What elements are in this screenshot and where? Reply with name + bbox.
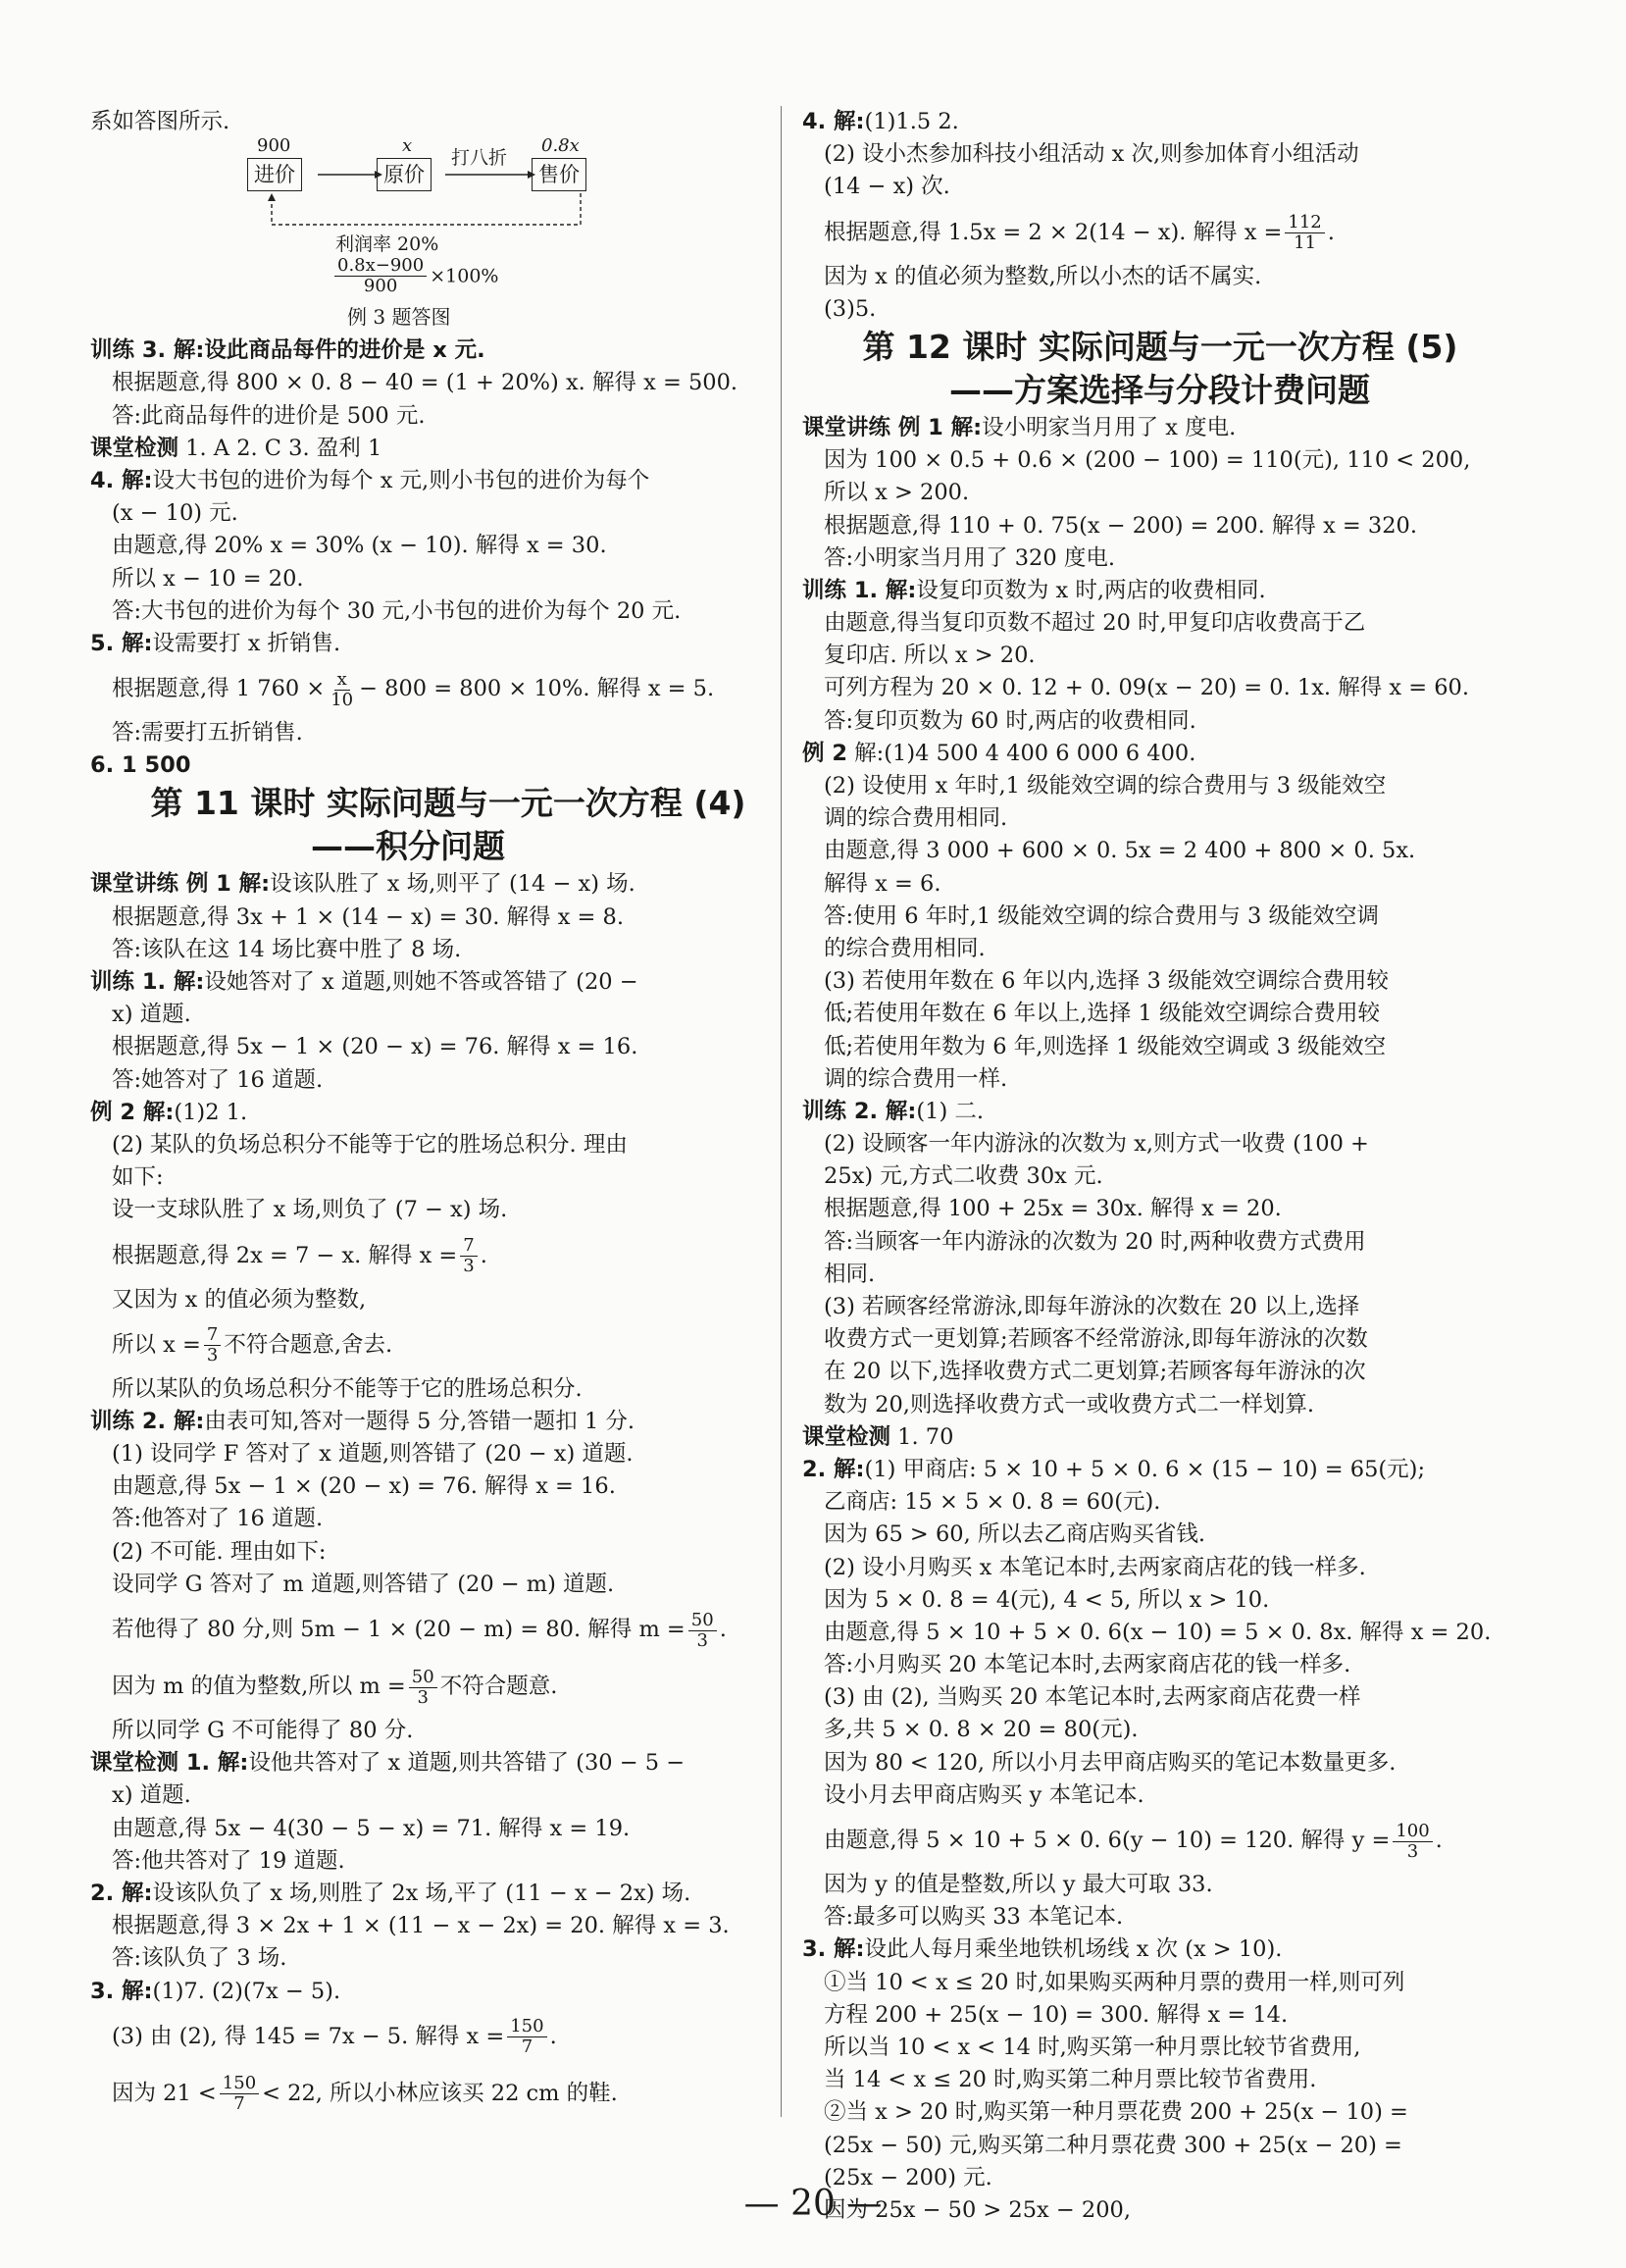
question-label: 4. 解: (802, 109, 865, 134)
text-line: 答:该队负了 3 场. (112, 1945, 287, 1972)
sale-value: 0.8x (541, 135, 580, 157)
section-label: 课堂检测 (90, 435, 179, 461)
text-line: 根据题意,得 5x − 1 × (20 − x) = 76. 解得 x = 16. (112, 1034, 638, 1060)
question-label: 2. 解: (90, 1880, 153, 1906)
text-line: 由题意,得当复印页数不超过 20 时,甲复印店收费高于乙 (824, 610, 1366, 637)
text-line: (2) 不可能. 理由如下: (112, 1538, 327, 1565)
text-line: 多,共 5 × 0. 8 × 20 = 80(元). (824, 1717, 1139, 1743)
text-line: 答:复印页数为 60 时,两店的收费相同. (824, 707, 1196, 734)
answer-text: (1) 二. (916, 1098, 985, 1124)
formula-denominator: 900 (363, 276, 398, 297)
original-value: x (402, 135, 413, 157)
fraction-numerator: 50 (688, 1611, 717, 1631)
text-line: 由题意,得 5 × 10 + 5 × 0. 6(x − 10) = 5 × 0. 8x. 解得 x = 20. (824, 1619, 1492, 1645)
question-label: 4. 解: (90, 467, 153, 493)
text-line: 方程 200 + 25(x − 10) = 300. 解得 x = 14. (824, 2001, 1289, 2028)
text-line: ①当 10 < x ≤ 20 时,如果购买两种月票的费用一样,则可列 (824, 1969, 1405, 1995)
answer-text: 设大书包的进价为每个 x 元,则小书包的进价为每个 (152, 467, 650, 493)
fraction-numerator: 7 (204, 1325, 221, 1346)
text-line: 答:她答对了 16 道题. (112, 1066, 324, 1093)
text-line: 答:大书包的进价为每个 30 元,小书包的进价为每个 20 元. (112, 597, 682, 624)
text-line: 答:使用 6 年时,1 级能效空调的综合费用与 3 级能效空调 (824, 902, 1379, 929)
discount-label: 打八折 (451, 147, 508, 170)
text-line: 根据题意,得 3 × 2x + 1 × (11 − x − 2x) = 20. 解得 x = 3. (112, 1913, 730, 1939)
text-line: (2) 设小杰参加科技小组活动 x 次,则参加体育小组活动 (824, 141, 1359, 168)
text-line: (3) 由 (2), 当购买 20 本笔记本时,去两家商店花费一样 (824, 1684, 1361, 1711)
text-line: (14 − x) 次. (824, 174, 950, 200)
fraction-denominator: 7 (521, 2036, 534, 2058)
left-column (90, 106, 806, 2122)
text-line: 所以 x − 10 = 20. (112, 565, 304, 592)
text-line: 又因为 x 的值必须为整数, (112, 1286, 367, 1313)
text-part: 因为 21 < (112, 2080, 217, 2106)
text-line: (2) 设小月购买 x 本笔记本时,去两家商店花的钱一样多. (824, 1554, 1366, 1580)
text-part: . (1327, 219, 1335, 245)
text-line: 当 14 < x ≤ 20 时,购买第二种月票比较节省费用. (824, 2067, 1317, 2093)
text-line-fraction (90, 660, 806, 717)
text-part: 根据题意,得 2x = 7 − x. 解得 x = (112, 1242, 458, 1268)
text-line: 根据题意,得 100 + 25x = 30x. 解得 x = 20. (824, 1196, 1282, 1222)
answer-text: 设此人每月乘坐地铁机场线 x 次 (x > 10). (864, 1936, 1283, 1963)
text-line: 根据题意,得 110 + 0. 75(x − 200) = 200. 解得 x = 320. (824, 512, 1418, 539)
text-line: 复印店. 所以 x > 20. (824, 643, 1036, 669)
section-label: 课堂讲练 例 1 解: (90, 871, 271, 898)
text-line: 答:该队在这 14 场比赛中胜了 8 场. (112, 936, 462, 962)
fraction-denominator: 3 (463, 1256, 475, 1276)
text-line: 因为 80 < 120, 所以小月去甲商店购买的笔记本数量更多. (824, 1749, 1397, 1776)
answer-text: 设复印页数为 x 时,两店的收费相同. (916, 577, 1266, 603)
text-line: x) 道题. (112, 1782, 191, 1809)
question-label: 3. 解: (802, 1936, 865, 1963)
text-line: (3)5. (824, 295, 877, 322)
text-line: 所以当 10 < x < 14 时,购买第一种月票比较节省费用, (824, 2034, 1361, 2060)
text-line: x) 道题. (112, 1002, 191, 1028)
formula-tail: ×100% (430, 265, 499, 287)
text-line: 乙商店: 15 × 5 × 0. 8 = 60(元). (824, 1489, 1161, 1516)
text-line: 答:小明家当月用了 320 度电. (824, 544, 1115, 571)
text-part: 所以 x = (112, 1331, 201, 1358)
answer-text: 设需要打 x 折销售. (152, 630, 341, 656)
question-label: 3. 解: (90, 1978, 153, 2004)
text-line: 设一支球队胜了 x 场,则负了 (7 − x) 场. (112, 1197, 508, 1223)
answer-text: 1. 70 (890, 1423, 954, 1450)
text-part: . (1435, 1828, 1443, 1853)
fraction-numerator: 100 (1393, 1822, 1432, 1842)
text-part: − 800 = 800 × 10%. 解得 x = 5. (359, 676, 715, 702)
text-line-fraction (90, 2065, 806, 2122)
text-line: 因为 5 × 0. 8 = 4(元), 4 < 5, 所以 x > 10. (824, 1586, 1270, 1613)
text-line: 因为 65 > 60, 所以去乙商店购买省钱. (824, 1521, 1206, 1548)
text-line: 答:需要打五折销售. (112, 720, 303, 747)
question-label: 5. 解: (90, 630, 153, 656)
answer-text: 设该队胜了 x 场,则平了 (14 − x) 场. (270, 871, 635, 898)
text-line-fraction (90, 1601, 806, 1658)
text-part: 若他得了 80 分,则 5m − 1 × (20 − m) = 80. 解得 m = (112, 1617, 686, 1642)
text-part: 不符合题意. (439, 1674, 558, 1699)
text-line-fraction (90, 1227, 806, 1284)
answer-text: 1. A 2. C 3. 盈利 1 (178, 435, 382, 461)
fraction-denominator: 11 (1294, 232, 1317, 254)
fraction-denominator: 3 (1406, 1840, 1419, 1862)
margin-formula (331, 256, 498, 296)
text-line: 相同. (824, 1261, 876, 1287)
text-line: 由题意,得 20% x = 30% (x − 10). 解得 x = 30. (112, 533, 607, 559)
text-line: (25x − 50) 元,购买第二种月票花费 300 + 25(x − 20) = (824, 2132, 1402, 2158)
text-line: 根据题意,得 3x + 1 × (14 − x) = 30. 解得 x = 8. (112, 903, 625, 930)
answer-text: 6. 1 500 (90, 752, 191, 779)
answer-text: 设他共答对了 x 道题,则共答错了 (30 − 5 − (248, 1750, 686, 1777)
fraction-denominator: 3 (417, 1686, 429, 1708)
answer-text: 解:(1)4 500 4 400 6 000 6 400. (847, 740, 1196, 766)
section-label: 课堂检测 (802, 1423, 891, 1450)
answer-text: 设小明家当月用了 x 度电. (982, 414, 1237, 440)
fraction-numerator: 50 (409, 1668, 437, 1688)
cost-value: 900 (257, 135, 291, 157)
text-line: 根据题意,得 800 × 0. 8 − 40 = (1 + 20%) x. 解得 x = 500. (112, 370, 738, 396)
text-line: 因为 y 的值是整数,所以 y 最大可取 33. (824, 1872, 1213, 1897)
text-line: 调的综合费用一样. (824, 1065, 1008, 1092)
text-line: 可列方程为 20 × 0. 12 + 0. 09(x − 20) = 0. 1x. 解得 x = 60. (824, 675, 1469, 701)
price-diagram (90, 135, 806, 335)
text-line: 数为 20,则选择收费方式一或收费方式二一样划算. (824, 1391, 1315, 1418)
text-line-fraction (90, 2008, 806, 2065)
text-line: 低;若使用年数为 6 年,则选择 1 级能效空调或 3 级能效空 (824, 1033, 1387, 1059)
lesson-12-title: 第 12 课时 实际问题与一元一次方程 (5) (862, 327, 1458, 366)
text-line: 答:小月购买 20 本笔记本时,去两家商店花的钱一样多. (824, 1652, 1351, 1678)
section-label: 训练 2. 解: (90, 1408, 205, 1434)
text-part: 因为 m 的值为整数,所以 m = (112, 1674, 406, 1699)
text-line: 解得 x = 6. (824, 870, 941, 897)
text-line: (3) 若顾客经常游泳,即每年游泳的次数在 20 以上,选择 (824, 1294, 1360, 1319)
text-line-fraction (802, 1812, 1518, 1869)
text-line: 答:他答对了 16 道题. (112, 1506, 324, 1532)
section-label: 训练 (90, 337, 135, 364)
lesson-11-subtitle: ——积分问题 (311, 827, 505, 866)
text-line: (2) 设使用 x 年时,1 级能效空调的综合费用与 3 级能效空 (824, 773, 1387, 799)
text-part: (3) 由 (2), 得 145 = 7x − 5. 解得 x = (112, 2023, 505, 2049)
text-line: 收费方式一更划算;若顾客不经常游泳,即每年游泳的次数 (824, 1326, 1368, 1353)
answer-text: (1)2 1. (174, 1099, 248, 1125)
text-part: . (719, 1617, 727, 1642)
answer-text: (1)1.5 2. (864, 109, 959, 134)
question-label: 2. 解: (802, 1456, 865, 1482)
lesson-12-subtitle: ——方案选择与分段计费问题 (949, 370, 1370, 409)
text-line-fraction (802, 204, 1518, 261)
text-line: 系如答图所示. (90, 109, 230, 134)
text-line: (25x − 200) 元. (824, 2164, 992, 2191)
text-line: 所以 x > 200. (824, 480, 970, 506)
text-line: 因为 100 × 0.5 + 0.6 × (200 − 100) = 110(元), 110 < 200, (824, 447, 1471, 474)
text-line: 答:他共答对了 19 道题. (112, 1847, 345, 1874)
section-label: 训练 2. 解: (802, 1098, 917, 1124)
text-line: (x − 10) 元. (112, 500, 238, 527)
section-label: 课堂讲练 例 1 解: (802, 414, 983, 440)
text-line: 答:当顾客一年内游泳的次数为 20 时,两种收费方式费用 (824, 1228, 1366, 1255)
text-line: 所以某队的负场总积分不能等于它的胜场总积分. (112, 1375, 583, 1402)
text-part: 不符合题意,舍去. (224, 1331, 393, 1358)
text-line: ②当 x > 20 时,购买第一种月票花费 200 + 25(x − 10) = (824, 2099, 1408, 2126)
page-number: — 20 — (743, 2184, 883, 2224)
text-line: (2) 设顾客一年内游泳的次数为 x,则方式一收费 (100 + (824, 1131, 1369, 1158)
section-label: 训练 1. 解: (802, 577, 917, 603)
fraction-numerator: 7 (460, 1236, 477, 1257)
answer-text: (1) 甲商店: 5 × 10 + 5 × 0. 6 × (15 − 10) = 65(元); (864, 1456, 1426, 1482)
text-part: 由题意,得 5 × 10 + 5 × 0. 6(y − 10) = 120. 解得 y = (824, 1828, 1391, 1853)
section-label: 例 2 (802, 740, 847, 766)
section-label: 课堂检测 1. 解: (90, 1750, 249, 1777)
text-line: 答:最多可以购买 33 本笔记本. (824, 1904, 1124, 1931)
fraction-denominator: 3 (696, 1629, 708, 1651)
text-part: < 22, 所以小林应该买 22 cm 的鞋. (262, 2080, 618, 2106)
lesson-11-title: 第 11 课时 实际问题与一元一次方程 (4) (150, 784, 746, 823)
fraction-denominator: 3 (206, 1345, 219, 1366)
text-part: . (480, 1242, 487, 1268)
sale-box: 售价 (532, 158, 586, 191)
margin-label: 利润率 20% (335, 233, 439, 256)
answer-text: 设该队负了 x 场,则胜了 2x 场,平了 (11 − x − 2x) 场. (152, 1880, 691, 1906)
text-line: 25x) 元,方式二收费 30x 元. (824, 1163, 1103, 1190)
formula-numerator: 0.8x−900 (334, 256, 427, 277)
answer-text: (1)7. (2)(7x − 5). (152, 1978, 341, 2004)
text-part: . (549, 2023, 557, 2049)
text-line: 答:此商品每件的进价是 500 元. (112, 402, 426, 429)
text-line: 低;若使用年数在 6 年以上,选择 1 级能效空调综合费用较 (824, 1001, 1380, 1027)
text-line: 所以同学 G 不可能得了 80 分. (112, 1718, 414, 1743)
fraction-numerator: 150 (507, 2017, 546, 2037)
text-line: 调的综合费用相同. (824, 805, 1008, 832)
fraction-numerator: 112 (1285, 213, 1324, 233)
question-label: 3. 解:设此商品每件的进价是 x 元. (134, 337, 485, 364)
text-line: 如下: (112, 1164, 164, 1191)
answer-text: 由表可知,答对一题得 5 分,答错一题扣 1 分. (204, 1408, 635, 1434)
text-line: 设同学 G 答对了 m 道题,则答错了 (20 − m) 道题. (112, 1571, 615, 1597)
text-line: 的综合费用相同. (824, 935, 986, 961)
cost-box: 进价 (247, 158, 302, 191)
text-part: 根据题意,得 1.5x = 2 × 2(14 − x). 解得 x = (824, 219, 1283, 245)
text-line: 因为 x 的值必须为整数,所以小杰的话不属实. (824, 263, 1262, 289)
text-line: (3) 若使用年数在 6 年以内,选择 3 级能效空调综合费用较 (824, 968, 1389, 995)
fraction-denominator: 7 (233, 2093, 245, 2115)
text-line-fraction (90, 1658, 806, 1715)
text-line: 设小月去甲商店购买 y 本笔记本. (824, 1781, 1144, 1808)
text-line: 因为 25x − 50 > 25x − 200, (824, 2196, 1131, 2223)
fraction-denominator: 10 (330, 689, 354, 710)
answer-text: 设她答对了 x 道题,则她不答或答错了 (20 − (204, 969, 638, 995)
text-line: 在 20 以下,选择收费方式二更划算;若顾客每年游泳的次 (824, 1359, 1366, 1385)
original-box: 原价 (377, 158, 432, 191)
figure-caption: 例 3 题答图 (347, 305, 451, 330)
fraction-numerator: 150 (220, 2074, 259, 2094)
section-label: 训练 1. 解: (90, 969, 205, 995)
text-part: 根据题意,得 1 760 × (112, 676, 326, 702)
text-line: 由题意,得 5x − 1 × (20 − x) = 76. 解得 x = 16. (112, 1473, 616, 1500)
fraction-numerator: x (334, 670, 350, 691)
section-label: 例 2 解: (90, 1099, 175, 1125)
text-line: (1) 设同学 F 答对了 x 道题,则答错了 (20 − x) 道题. (112, 1441, 634, 1468)
text-line-fraction (90, 1316, 806, 1373)
text-line: (2) 某队的负场总积分不能等于它的胜场总积分. 理由 (112, 1131, 628, 1158)
right-column (802, 106, 1518, 2227)
text-line: 由题意,得 3 000 + 600 × 0. 5x = 2 400 + 800 × 0. 5x. (824, 838, 1416, 864)
text-line: 由题意,得 5x − 4(30 − 5 − x) = 71. 解得 x = 19. (112, 1815, 631, 1841)
